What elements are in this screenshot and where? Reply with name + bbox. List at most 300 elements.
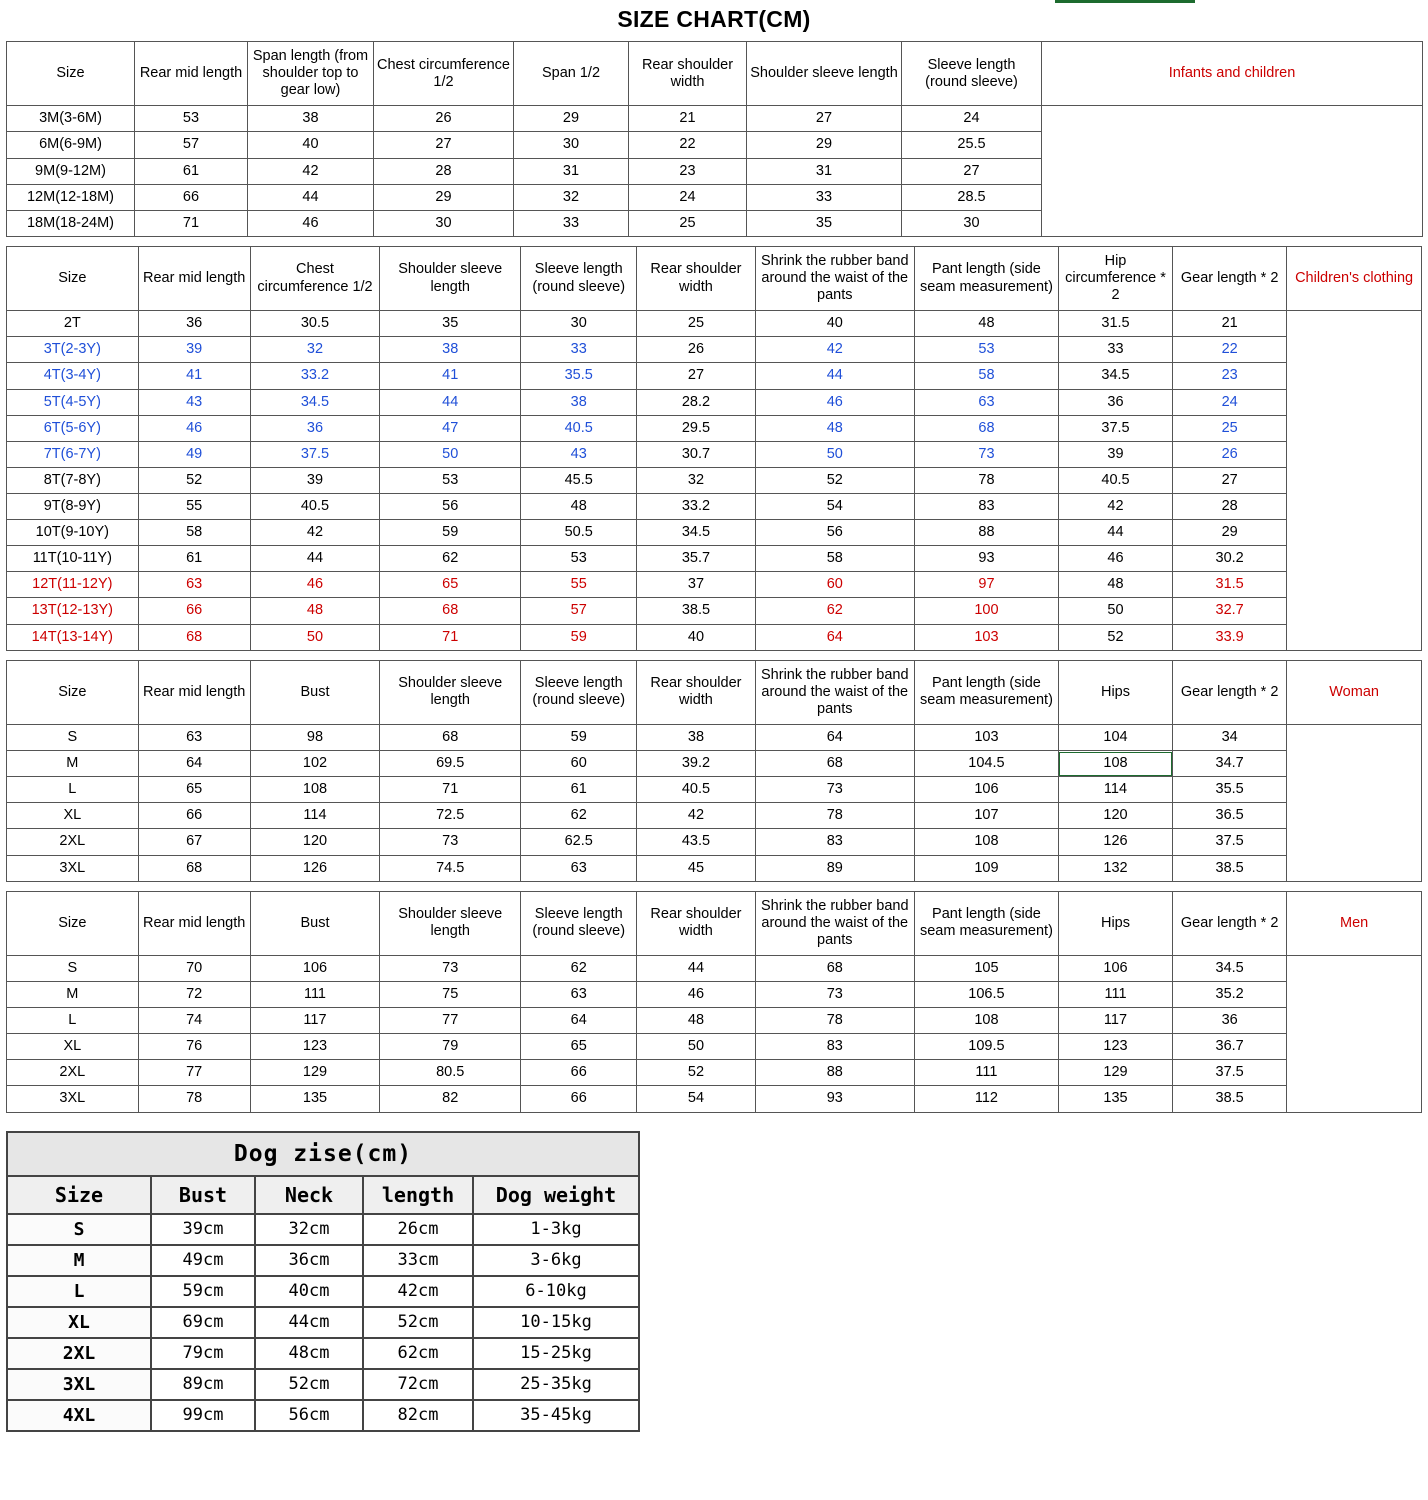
cell-size: 3M(3-6M): [7, 106, 135, 132]
cell-value: 72.5: [380, 803, 521, 829]
table-row: [7, 389, 1422, 415]
dog-title-row: [7, 1132, 639, 1176]
column-header: Neck: [255, 1176, 363, 1214]
cell-value: 48cm: [255, 1338, 363, 1369]
cell-value: 22: [629, 132, 747, 158]
category-label-men: Men: [1287, 891, 1422, 955]
table-row: [7, 184, 1423, 210]
cell-value: 52: [637, 1060, 755, 1086]
cell-value: 78: [138, 1086, 250, 1112]
cell-value: 107: [914, 803, 1058, 829]
cell-value: 40: [637, 624, 755, 650]
column-header: Span length (from shoulder top to gear low): [248, 42, 374, 106]
cell-value: 49: [138, 441, 250, 467]
cell-value: 36.5: [1173, 803, 1287, 829]
column-header: Gear length * 2: [1173, 246, 1287, 310]
table-row: [7, 598, 1422, 624]
table-row: [7, 1338, 639, 1369]
cell-value: 33: [514, 210, 629, 236]
cell-size: 13T(12-13Y): [7, 598, 139, 624]
cell-value: 40: [248, 132, 374, 158]
cell-value: 72cm: [363, 1369, 473, 1400]
cell-value: 35: [747, 210, 902, 236]
cell-value: 48: [637, 1008, 755, 1034]
cell-value: 23: [1173, 363, 1287, 389]
cell-value: 109: [914, 855, 1058, 881]
table-row: [7, 1008, 1422, 1034]
cell-value: 105: [914, 955, 1058, 981]
cell-value: 29: [374, 184, 514, 210]
cell-value: 47: [380, 415, 521, 441]
column-header: Size: [7, 1176, 151, 1214]
cell-value: 27: [1173, 467, 1287, 493]
cell-value: 28.2: [637, 389, 755, 415]
cell-value: 36: [138, 311, 250, 337]
cell-value: 37: [637, 572, 755, 598]
cell-size: M: [7, 751, 139, 777]
cell-value: 68: [755, 955, 914, 981]
cell-value: 50: [380, 441, 521, 467]
cell-value: 40: [755, 311, 914, 337]
cell-value: 42: [250, 520, 380, 546]
cell-value: 58: [755, 546, 914, 572]
cell-value: 39: [138, 337, 250, 363]
cell-value: 35: [380, 311, 521, 337]
cell-value: 78: [755, 803, 914, 829]
cell-value: 135: [1058, 1086, 1172, 1112]
cell-value: 35.2: [1173, 982, 1287, 1008]
cell-value: 63: [521, 982, 637, 1008]
cell-value: 37.5: [250, 441, 380, 467]
cell-value: 30: [514, 132, 629, 158]
column-header: Shrink the rubber band around the waist of the pants: [755, 891, 914, 955]
table-header-row: [7, 1176, 639, 1214]
cell-value: 25: [629, 210, 747, 236]
cell-value: 103: [914, 724, 1058, 750]
cell-value: 120: [250, 829, 380, 855]
cell-size: L: [7, 777, 139, 803]
column-header: Rear mid length: [138, 891, 250, 955]
cell-value: 73: [914, 441, 1058, 467]
column-header: Rear mid length: [138, 246, 250, 310]
cell-value: 63: [914, 389, 1058, 415]
table-row: [7, 803, 1422, 829]
cell-value: 36cm: [255, 1245, 363, 1276]
cell-value: 120: [1058, 803, 1172, 829]
column-header: Shoulder sleeve length: [380, 246, 521, 310]
cell-value: 37.5: [1173, 829, 1287, 855]
column-header: Rear shoulder width: [637, 660, 755, 724]
column-header: Rear shoulder width: [637, 891, 755, 955]
cell-value: 63: [138, 724, 250, 750]
table-row: [7, 1034, 1422, 1060]
table-wrap-children: [6, 246, 1422, 651]
cell-value: 89: [755, 855, 914, 881]
cell-value: 38: [380, 337, 521, 363]
table-row: [7, 572, 1422, 598]
cell-value: 26: [1173, 441, 1287, 467]
cell-value: 60: [755, 572, 914, 598]
cell-value: 35.5: [521, 363, 637, 389]
size-table-children: [6, 246, 1422, 651]
table-row: [7, 1245, 639, 1276]
cell-value: 72: [138, 982, 250, 1008]
cell-value: 108: [250, 777, 380, 803]
column-header: Shoulder sleeve length: [380, 891, 521, 955]
cell-value: 88: [914, 520, 1058, 546]
column-header: Size: [7, 246, 139, 310]
cell-value: 111: [914, 1060, 1058, 1086]
cell-value: 40.5: [521, 415, 637, 441]
cell-value: 44cm: [255, 1307, 363, 1338]
cell-value: 23: [629, 158, 747, 184]
column-header: Size: [7, 660, 139, 724]
cell-value: 126: [1058, 829, 1172, 855]
cell-value: 46: [637, 982, 755, 1008]
cell-value: 45: [637, 855, 755, 881]
cell-value: 112: [914, 1086, 1058, 1112]
table-row: [7, 1307, 639, 1338]
cell-value: 73: [755, 777, 914, 803]
cell-size: 2T: [7, 311, 139, 337]
cell-size: 4XL: [7, 1400, 151, 1431]
cell-value: 29: [747, 132, 902, 158]
cell-value: 31.5: [1173, 572, 1287, 598]
size-table-men: [6, 891, 1422, 1113]
column-header: Rear mid length: [135, 42, 248, 106]
table-row: [7, 546, 1422, 572]
cell-value: 104.5: [914, 751, 1058, 777]
cell-value: 129: [250, 1060, 380, 1086]
cell-value: 59: [521, 624, 637, 650]
cell-value: 31.5: [1058, 311, 1172, 337]
table-row: [7, 829, 1422, 855]
cell-size: L: [7, 1008, 139, 1034]
cell-value: 46: [248, 210, 374, 236]
cell-value: 52: [138, 467, 250, 493]
cell-value: 114: [1058, 777, 1172, 803]
cell-value: 38.5: [1173, 855, 1287, 881]
cell-value: 66: [138, 598, 250, 624]
cell-value: 64: [755, 724, 914, 750]
cell-value: 44: [637, 955, 755, 981]
table-row: [7, 624, 1422, 650]
cell-size: XL: [7, 803, 139, 829]
cell-value: 63: [521, 855, 637, 881]
column-header: Pant length (side seam measurement): [914, 660, 1058, 724]
cell-value: 37.5: [1058, 415, 1172, 441]
cell-size: 9T(8-9Y): [7, 493, 139, 519]
cell-value: 66: [521, 1086, 637, 1112]
cell-value: 3-6kg: [473, 1245, 639, 1276]
cell-value: 123: [1058, 1034, 1172, 1060]
cell-value: 117: [250, 1008, 380, 1034]
column-header: Rear mid length: [138, 660, 250, 724]
cell-value: 25.5: [902, 132, 1042, 158]
column-header: Shoulder sleeve length: [380, 660, 521, 724]
cell-value: 50: [1058, 598, 1172, 624]
cell-value: 43: [521, 441, 637, 467]
table-row: [7, 1060, 1422, 1086]
table-header-row: [7, 891, 1422, 955]
table-row: [7, 337, 1422, 363]
cell-value: 33.2: [637, 493, 755, 519]
cell-value: 61: [135, 158, 248, 184]
cell-value: 62: [380, 546, 521, 572]
cell-value: 100: [914, 598, 1058, 624]
cell-value: 111: [1058, 982, 1172, 1008]
cell-value: 44: [755, 363, 914, 389]
cell-size: S: [7, 724, 139, 750]
cell-value: 93: [914, 546, 1058, 572]
cell-value: 34.5: [1173, 955, 1287, 981]
cell-value: 129: [1058, 1060, 1172, 1086]
cell-value: 42cm: [363, 1276, 473, 1307]
table-row: [7, 106, 1423, 132]
cell-value: 59cm: [151, 1276, 255, 1307]
cell-value: 106: [1058, 955, 1172, 981]
cell-value: 44: [250, 546, 380, 572]
column-header: Sleeve length (round sleeve): [521, 660, 637, 724]
cell-value: 28: [1173, 493, 1287, 519]
cell-value: 61: [521, 777, 637, 803]
cell-value: 38: [637, 724, 755, 750]
size-table-woman: [6, 660, 1422, 882]
cell-value: 68: [755, 751, 914, 777]
table-row: [7, 855, 1422, 881]
cell-value: 67: [138, 829, 250, 855]
table-header-row: [7, 660, 1422, 724]
cell-value: 68: [914, 415, 1058, 441]
cell-value: 45.5: [521, 467, 637, 493]
cell-value: 33: [521, 337, 637, 363]
cell-value: 49cm: [151, 1245, 255, 1276]
cell-size: 3XL: [7, 1086, 139, 1112]
category-label-infants: Infants and children: [1042, 42, 1423, 106]
cell-value: 53: [380, 467, 521, 493]
cell-value: 33cm: [363, 1245, 473, 1276]
cell-value: 6-10kg: [473, 1276, 639, 1307]
cell-value: 52: [1058, 624, 1172, 650]
cell-value: 21: [1173, 311, 1287, 337]
column-header: Size: [7, 42, 135, 106]
top-accent-bar: [1055, 0, 1195, 3]
cell-value: 102: [250, 751, 380, 777]
cell-value: 44: [380, 389, 521, 415]
cell-value: 64: [755, 624, 914, 650]
cell-value: 114: [250, 803, 380, 829]
cell-value: 76: [138, 1034, 250, 1060]
cell-value: 29: [514, 106, 629, 132]
cell-value: 77: [138, 1060, 250, 1086]
cell-value: 25: [637, 311, 755, 337]
table-row: [7, 363, 1422, 389]
column-header: Sleeve length (round sleeve): [521, 891, 637, 955]
cell-value: 62.5: [521, 829, 637, 855]
cell-size: 4T(3-4Y): [7, 363, 139, 389]
cell-size: 3XL: [7, 855, 139, 881]
table-row: [7, 1214, 639, 1245]
cell-value: 48: [521, 493, 637, 519]
table-row: [7, 415, 1422, 441]
column-header: Hips: [1058, 891, 1172, 955]
table-header-row: [7, 42, 1423, 106]
cell-value: 42: [248, 158, 374, 184]
cell-size: 12M(12-18M): [7, 184, 135, 210]
column-header: Bust: [250, 660, 380, 724]
cell-value: 73: [755, 982, 914, 1008]
cell-value: 25: [1173, 415, 1287, 441]
table-wrap-men: [6, 891, 1422, 1113]
cell-value: 103: [914, 624, 1058, 650]
table-row: [7, 1276, 639, 1307]
cell-value: 39.2: [637, 751, 755, 777]
cell-value: 34.7: [1173, 751, 1287, 777]
cell-value: 41: [380, 363, 521, 389]
cell-value: 43: [138, 389, 250, 415]
cell-size: 2XL: [7, 829, 139, 855]
cell-value: 71: [380, 777, 521, 803]
cell-value: 32: [514, 184, 629, 210]
cell-value: 38.5: [637, 598, 755, 624]
cell-value: 38: [521, 389, 637, 415]
column-header: Shrink the rubber band around the waist of the pants: [755, 660, 914, 724]
column-header: Rear shoulder width: [629, 42, 747, 106]
column-header: Dog weight: [473, 1176, 639, 1214]
cell-value: 52cm: [255, 1369, 363, 1400]
cell-value: 34.5: [1058, 363, 1172, 389]
cell-size: 12T(11-12Y): [7, 572, 139, 598]
cell-value: 82: [380, 1086, 521, 1112]
cell-value: 32.7: [1173, 598, 1287, 624]
cell-size: 18M(18-24M): [7, 210, 135, 236]
cell-value: 68: [380, 598, 521, 624]
cell-value: 32: [637, 467, 755, 493]
cell-value: 83: [755, 829, 914, 855]
table-wrap-infants: [6, 41, 1422, 237]
cell-value: 35.7: [637, 546, 755, 572]
cell-value: 59: [521, 724, 637, 750]
cell-value: 97: [914, 572, 1058, 598]
cell-size: 10T(9-10Y): [7, 520, 139, 546]
cell-value: 27: [747, 106, 902, 132]
cell-value: 21: [629, 106, 747, 132]
cell-value: 82cm: [363, 1400, 473, 1431]
cell-value: 43.5: [637, 829, 755, 855]
cell-size: 7T(6-7Y): [7, 441, 139, 467]
cell-value: 27: [637, 363, 755, 389]
cell-value: 106: [250, 955, 380, 981]
cell-value: 60: [521, 751, 637, 777]
cell-value: 65: [521, 1034, 637, 1060]
cell-value: 33: [747, 184, 902, 210]
cell-size: M: [7, 982, 139, 1008]
column-header: Pant length (side seam measurement): [914, 246, 1058, 310]
cell-value: 53: [135, 106, 248, 132]
cell-value: 33.9: [1173, 624, 1287, 650]
column-header: Hips: [1058, 660, 1172, 724]
cell-value: 98: [250, 724, 380, 750]
cell-value: 50: [250, 624, 380, 650]
table-row: [7, 493, 1422, 519]
dog-table-title: Dog zise(cm): [7, 1132, 639, 1176]
cell-value: 83: [914, 493, 1058, 519]
cell-value: 48: [914, 311, 1058, 337]
cell-value: 68: [138, 624, 250, 650]
cell-value: 69.5: [380, 751, 521, 777]
cell-value-selected[interactable]: 108: [1058, 751, 1172, 777]
cell-value: 39: [1058, 441, 1172, 467]
cell-value: 29.5: [637, 415, 755, 441]
cell-value: 42: [637, 803, 755, 829]
cell-value: 52: [755, 467, 914, 493]
cell-value: 42: [755, 337, 914, 363]
cell-value: 62: [755, 598, 914, 624]
cell-value: 28.5: [902, 184, 1042, 210]
cell-value: 27: [374, 132, 514, 158]
table-row: [7, 955, 1422, 981]
cell-value: 50: [637, 1034, 755, 1060]
table-row: [7, 210, 1423, 236]
cell-value: 59: [380, 520, 521, 546]
cell-size: S: [7, 955, 139, 981]
cell-value: 61: [138, 546, 250, 572]
cell-value: 40.5: [637, 777, 755, 803]
column-header: Chest circumference 1/2: [250, 246, 380, 310]
column-header: Size: [7, 891, 139, 955]
cell-size: 2XL: [7, 1060, 139, 1086]
cell-value: 39: [250, 467, 380, 493]
cell-value: 22: [1173, 337, 1287, 363]
cell-value: 42: [1058, 493, 1172, 519]
cell-value: 78: [755, 1008, 914, 1034]
cell-size: 14T(13-14Y): [7, 624, 139, 650]
cell-value: 46: [138, 415, 250, 441]
cell-value: 15-25kg: [473, 1338, 639, 1369]
column-header: Pant length (side seam measurement): [914, 891, 1058, 955]
cell-value: 36: [1058, 389, 1172, 415]
cell-value: 34: [1173, 724, 1287, 750]
cell-value: 29: [1173, 520, 1287, 546]
cell-value: 71: [380, 624, 521, 650]
cell-value: 62: [521, 803, 637, 829]
cell-value: 135: [250, 1086, 380, 1112]
cell-value: 74: [138, 1008, 250, 1034]
size-table-infants: [6, 41, 1423, 237]
cell-size: 2XL: [7, 1338, 151, 1369]
cell-value: 64: [138, 751, 250, 777]
cell-value: 48: [1058, 572, 1172, 598]
table-row: [7, 467, 1422, 493]
cell-value: 36: [1173, 1008, 1287, 1034]
cell-value: 1-3kg: [473, 1214, 639, 1245]
cell-value: 88: [755, 1060, 914, 1086]
size-table-dog: [6, 1131, 640, 1432]
cell-value: 73: [380, 829, 521, 855]
cell-value: 26cm: [363, 1214, 473, 1245]
cell-value: 37.5: [1173, 1060, 1287, 1086]
cell-value: 65: [380, 572, 521, 598]
cell-value: 33: [1058, 337, 1172, 363]
table-row: [7, 441, 1422, 467]
table-row: [7, 724, 1422, 750]
cell-value: 24: [902, 106, 1042, 132]
cell-value: 56: [755, 520, 914, 546]
table-row: [7, 132, 1423, 158]
cell-value: 32: [250, 337, 380, 363]
column-header: length: [363, 1176, 473, 1214]
cell-value: 66: [138, 803, 250, 829]
